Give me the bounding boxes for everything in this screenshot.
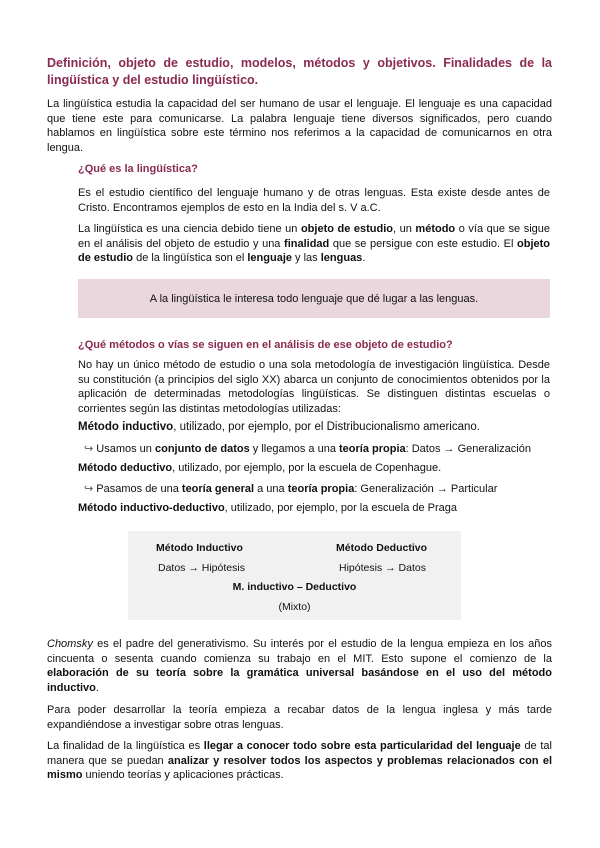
methods-paragraph: No hay un único método de estudio o una sola metodología de investigación lingüística. Desde su constitución (a principios del siglo XX) abarca un conjunto de conocimientos obtenidos por la aplicación de determinadas metodologías lingüísticas. Se distinguen distintas escuelas o corrientes según las distintas metodologías utilizadas:: [78, 359, 550, 415]
method-deductive: Método deductivo, utilizado, por ejemplo, por la escuela de Copenhague.: [78, 462, 442, 474]
callout-box: [78, 279, 550, 318]
method-inductive: Método inductivo, utilizado, por ejemplo, por el Distribucionalismo americano.: [78, 421, 480, 433]
hook-arrow-icon: ↪: [84, 443, 94, 455]
intro-paragraph: La lingüística estudia la capacidad del ser humano de usar el lenguaje. El lenguaje es una capacidad que tiene este para comunicarse. La palabra lenguaje tiene diversos significados, pero cuando hablamos en lingüística sobre este término nos referimos a la capacidad de comunicarnos en otra lengua.: [47, 98, 552, 154]
method-inductive-deductive: Método inductivo-deductivo, utilizado, por ejemplo, por la escuela de Praga: [78, 502, 458, 514]
table-mixed-note: (Mixto): [278, 601, 311, 613]
page-title: Definición, objeto de estudio, modelos, métodos y objetivos. Finalidades de la lingüística y del estudio lingüístico.: [47, 56, 552, 87]
table-col2-header: Método Deductivo: [336, 542, 427, 554]
hook-arrow-icon: ↪: [84, 483, 94, 495]
purpose-paragraph: La finalidad de la lingüística es llegar a conocer todo sobre esta particularidad del lenguaje de tal manera que se puedan analizar y resolver todos los aspectos y problemas relacionados con el mismo uniendo teorías y aplicaciones prácticas.: [47, 740, 553, 781]
section-heading-methods: ¿Qué métodos o vías se siguen en el análisis de ese objeto de estudio?: [78, 339, 453, 351]
methods-table: [128, 531, 461, 620]
definition-paragraph: Es el estudio científico del lenguaje humano y de otras lenguas. Esta existe desde antes de Cristo. Encontramos ejemplos de esto en la India del s. V a.C.: [78, 187, 550, 214]
table-col2-value: Hipótesis → Datos: [339, 562, 426, 574]
callout-text: A la lingüística le interesa todo lenguaje que dé lugar a las lenguas.: [149, 292, 479, 305]
table-col1-value: Datos → Hipótesis: [158, 562, 245, 574]
method-inductive-detail: ↪ Usamos un conjunto de datos y llegamos a una teoría propia: Datos → Generalización: [84, 443, 531, 455]
chomsky-paragraph: Chomsky es el padre del generativismo. Su interés por el estudio de la lengua empieza en los años cincuenta o sesenta cuando comienza su trabajo en el MIT. Esto supone el comienzo de la elaboración de su teoría sobre la gramática universal basándose en el uso del método inductivo.: [47, 638, 552, 694]
section-heading-what-is: ¿Qué es la lingüística?: [78, 163, 198, 175]
table-mixed-header: M. inductivo – Deductivo: [232, 581, 357, 593]
research-paragraph: Para poder desarrollar la teoría empieza a recabar datos de la lengua inglesa y más tarde expandiéndose a investigar sobre otras lenguas.: [47, 704, 552, 731]
method-deductive-detail: ↪ Pasamos de una teoría general a una teoría propia: Generalización → Particular: [84, 483, 498, 495]
table-col1-header: Método Inductivo: [156, 542, 243, 554]
science-paragraph: La lingüística es una ciencia debido tiene un objeto de estudio, un método o vía que se sigue en el análisis del objeto de estudio y una finalidad que se persigue con este estudio. El objeto de estudio de la lingüística son el lenguaje y las lenguas.: [78, 223, 551, 264]
